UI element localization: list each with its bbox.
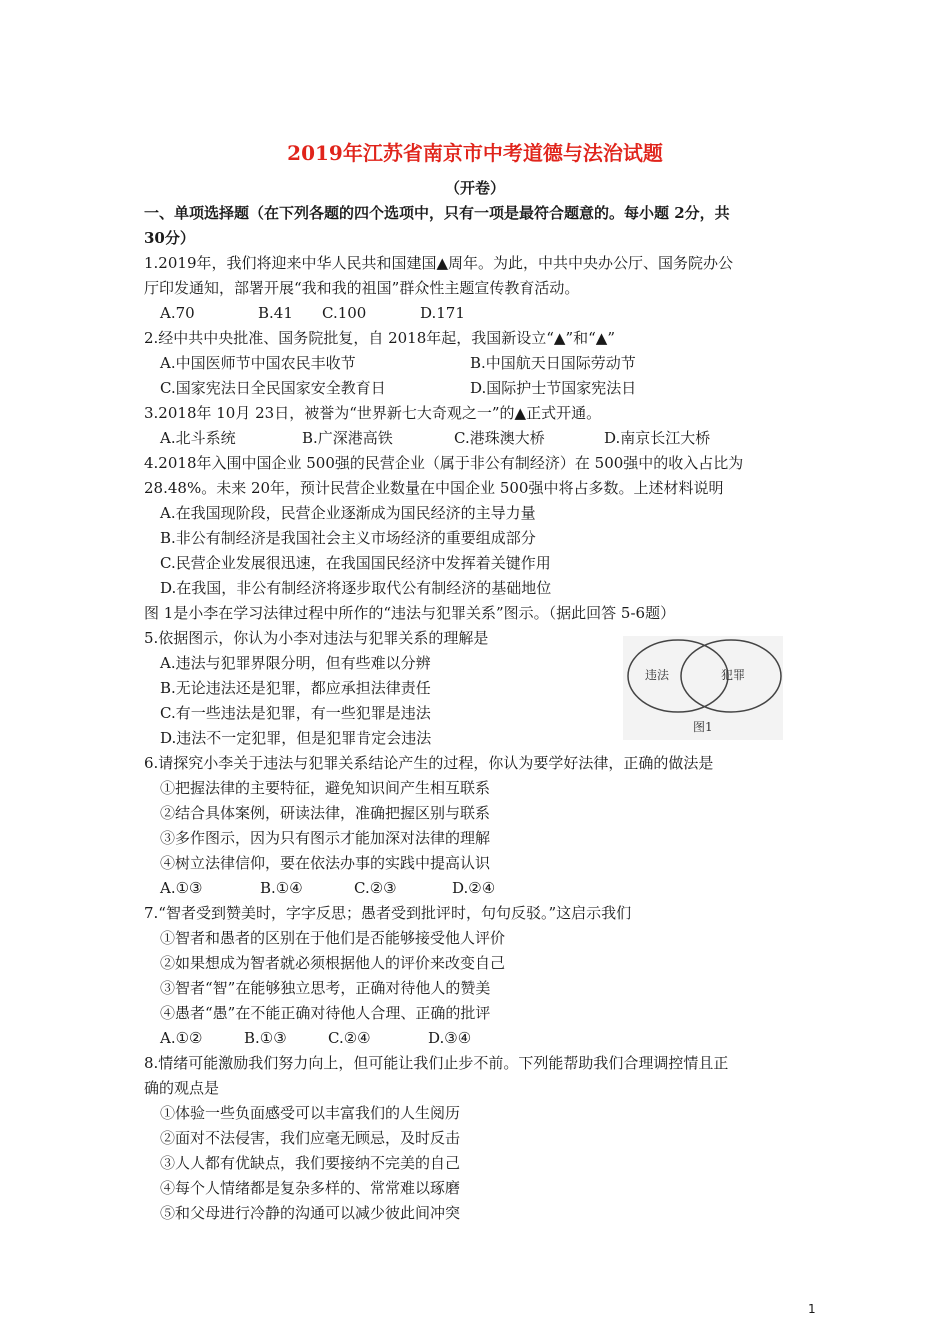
page-number: 1 [808, 1302, 816, 1316]
section-heading: 一、单项选择题（在下列各题的四个选项中，只有一项是最符合题意的。每小题 2分，共 [144, 204, 730, 222]
question-5-option-d: D.违法不一定犯罪，但是犯罪肯定会违法 [160, 729, 432, 747]
question-7-option-b: B.①③ [244, 1029, 287, 1047]
question-8-item-5: ⑤和父母进行冷静的沟通可以减少彼此间冲突 [160, 1204, 461, 1222]
question-3-option-c: C.港珠澳大桥 [454, 429, 545, 447]
question-7-option-d: D.③④ [428, 1029, 472, 1047]
section-heading-cont: 30分） [144, 229, 195, 247]
question-7-item-1: ①智者和愚者的区别在于他们是否能够接受他人评价 [160, 929, 506, 947]
question-3-option-a: A.北斗系统 [160, 429, 236, 447]
question-6-item-3: ③多作图示，因为只有图示才能加深对法律的理解 [160, 829, 491, 847]
question-2-option-a: A.中国医师节中国农民丰收节 [160, 354, 356, 372]
question-6-option-c: C.②③ [354, 879, 397, 897]
question-2-option-b: B.中国航天日国际劳动节 [470, 354, 636, 372]
question-3-option-b: B.广深港高铁 [302, 429, 393, 447]
question-6-stem: 6.请探究小李关于违法与犯罪关系结论产生的过程，你认为要学好法律，正确的做法是 [144, 754, 714, 772]
question-6-option-a: A.①③ [160, 879, 203, 897]
question-7-option-a: A.①② [160, 1029, 203, 1047]
question-2-stem: 2.经中共中央批准、国务院批复，自 2018年起，我国新设立“▲”和“▲” [144, 329, 616, 347]
venn-caption: 图1 [693, 720, 713, 734]
question-4-option-a: A.在我国现阶段，民营企业逐渐成为国民经济的主导力量 [160, 504, 536, 522]
question-3-option-d: D.南京长江大桥 [604, 429, 711, 447]
question-1-option-b: B.41 [258, 304, 293, 322]
question-8-stem: 8.情绪可能激励我们努力向上，但可能让我们止步不前。下列能帮助我们合理调控情且正 [144, 1054, 729, 1072]
question-5-option-c: C.有一些违法是犯罪，有一些犯罪是违法 [160, 704, 431, 722]
figure-intro: 图 1是小李在学习法律过程中所作的“违法与犯罪关系”图示。（据此回答 5-6题） [144, 604, 676, 622]
question-7-item-2: ②如果想成为智者就必须根据他人的评价来改变自己 [160, 954, 506, 972]
question-7-stem: 7.“智者受到赞美时，字字反思；愚者受到批评时，句句反驳。”这启示我们 [144, 904, 632, 922]
question-6-item-1: ①把握法律的主要特征，避免知识间产生相互联系 [160, 779, 491, 797]
question-4-option-d: D.在我国，非公有制经济将逐步取代公有制经济的基础地位 [160, 579, 552, 597]
illegal-circle [628, 640, 728, 712]
venn-figure [623, 636, 783, 740]
question-1-option-a: A.70 [160, 304, 195, 322]
exam-title: 2019年江苏省南京市中考道德与法治试题 [287, 141, 663, 165]
question-8-stem-cont: 确的观点是 [144, 1079, 220, 1097]
question-8-item-1: ①体验一些负面感受可以丰富我们的人生阅历 [160, 1104, 461, 1122]
question-4-option-b: B.非公有制经济是我国社会主义市场经济的重要组成部分 [160, 529, 536, 547]
question-7-option-c: C.②④ [328, 1029, 371, 1047]
question-2-option-c: C.国家宪法日全民国家安全教育日 [160, 379, 386, 397]
question-8-item-2: ②面对不法侵害，我们应毫无顾忌，及时反击 [160, 1129, 461, 1147]
question-6-item-2: ②结合具体案例，研读法律，准确把握区别与联系 [160, 804, 491, 822]
question-6-option-b: B.①④ [260, 879, 303, 897]
venn-label-crime: 犯罪 [721, 668, 746, 682]
question-1-stem: 1.2019年，我们将迎来中华人民共和国建国▲周年。为此，中共中央办公厅、国务院办公 [144, 254, 734, 272]
question-8-item-3: ③人人都有优缺点，我们要接纳不完美的自己 [160, 1154, 461, 1172]
question-6-option-d: D.②④ [452, 879, 496, 897]
question-4-stem-cont: 28.48%。未来 20年，预计民营企业数量在中国企业 500强中将占多数。上述材料说明 [144, 479, 724, 497]
question-4-stem: 4.2018年入围中国企业 500强的民营企业（属于非公有制经济）在 500强中的收入占比为 [144, 454, 744, 472]
question-5-option-a: A.违法与犯罪界限分明，但有些难以分辨 [160, 654, 431, 672]
question-5-option-b: B.无论违法还是犯罪，都应承担法律责任 [160, 679, 431, 697]
question-8-item-4: ④每个人情绪都是复杂多样的、常常难以琢磨 [160, 1179, 461, 1197]
question-6-item-4: ④树立法律信仰，要在依法办事的实践中提高认识 [160, 854, 491, 872]
exam-subtitle: （开卷） [444, 179, 505, 197]
question-1-option-c: C.100 [322, 304, 367, 322]
question-3-stem: 3.2018年 10月 23日，被誉为“世界新七大奇观之一”的▲正式开通。 [144, 404, 602, 422]
question-4-option-c: C.民营企业发展很迅速，在我国国民经济中发挥着关键作用 [160, 554, 551, 572]
question-7-item-4: ④愚者“愚”在不能正确对待他人合理、正确的批评 [160, 1004, 491, 1022]
question-7-item-3: ③智者“智”在能够独立思考，正确对待他人的赞美 [160, 979, 491, 997]
question-1-stem-cont: 厅印发通知，部署开展“我和我的祖国”群众性主题宣传教育活动。 [144, 279, 580, 297]
question-5-stem: 5.依据图示，你认为小李对违法与犯罪关系的理解是 [144, 629, 489, 647]
question-1-option-d: D.171 [420, 304, 465, 322]
question-2-option-d: D.国际护士节国家宪法日 [470, 379, 637, 397]
venn-label-illegal: 违法 [645, 668, 670, 682]
